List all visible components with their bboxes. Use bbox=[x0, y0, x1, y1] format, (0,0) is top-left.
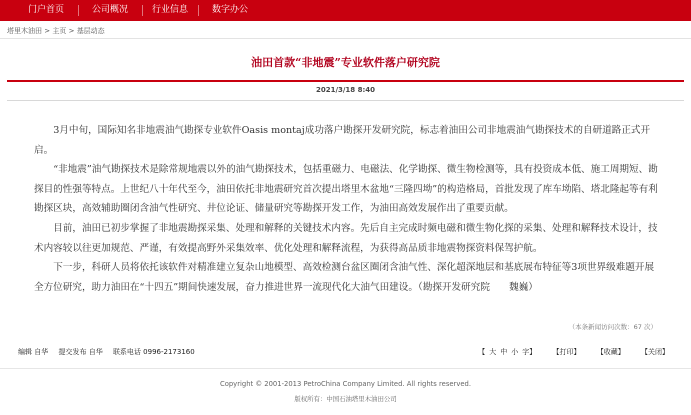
article-paragraph: 目前，油田已初步掌握了非地震勘探采集、处理和解释的关键技术内容。先后自主完成时频电磁和微生物化探的采集、处理和解释技术设计，技术内容较以往更加规范、严谨，有效提高野外采集效率、优化处理和解释流程，为获得高品质非地震物探资料保驾护航。 bbox=[34, 222, 658, 254]
article-paragraph: 下一步，科研人员将依托该软件对精准建立复杂山地模型、高效检测台盆区圈闭含油气性、深化超深地层和基底展布特征等3项世界级难题开展全方位研究，助力油田在“十四五”期间快速发展，奋力推进世界一流现代化大油气田建设。（勘探开发研究院 魏巍） bbox=[34, 262, 655, 293]
font-size-label: 字】 bbox=[522, 348, 537, 356]
font-size-open-bracket: 【 bbox=[478, 348, 486, 356]
footer-divider bbox=[0, 368, 691, 369]
breadcrumb-section[interactable]: 基层动态 bbox=[76, 27, 105, 35]
editor-name: 编辑 自华 bbox=[18, 348, 49, 356]
breadcrumb-divider bbox=[0, 38, 691, 39]
title-divider bbox=[7, 80, 684, 82]
contact-phone: 联系电话 0996-2173160 bbox=[112, 348, 195, 356]
article-paragraph: 3月中旬，国际知名非地震油气勘探专业软件Oasis montaj成功落户勘探开发研究院，标志着油田公司非地震油气勘探技术的自研道路正式开启。 bbox=[34, 125, 651, 156]
breadcrumb-separator: > bbox=[44, 27, 51, 35]
date-divider bbox=[7, 100, 684, 101]
font-size-controls bbox=[478, 347, 536, 357]
breadcrumb bbox=[7, 26, 105, 36]
close-button[interactable]: 【关闭】 bbox=[641, 348, 669, 356]
article-body bbox=[34, 121, 661, 297]
font-size-large-button[interactable]: 大 bbox=[489, 348, 497, 356]
article-tools bbox=[464, 347, 669, 357]
copyright-text: Copyright © 2001-2013 PetroChina Company Limited. All rights reserved. bbox=[219, 380, 472, 388]
nav-item-industry-info[interactable]: 行业信息 bbox=[151, 5, 188, 15]
breadcrumb-separator: > bbox=[68, 27, 75, 35]
article-paragraph: “非地震”油气勘探技术是除常规地震以外的油气勘探技术，包括重磁力、电磁法、化学勘探、微生物检测等，具有投资成本低、施工周期短、勘探目的性强等特点。上世纪八十年代至今，油田依托非地震研究首次提出塔里木盆地“三隆四坳”的构造格局，首批发现了库车坳陷、塔北隆起等有利勘探区块，高效辅助圈闭含油气性研究、井位论证、储量研究等勘探开发工作，为油田高效发展作出了重要贡献。 bbox=[34, 164, 658, 215]
article-date: 2021/3/18 8:40 bbox=[315, 86, 376, 94]
submitter-name: 提交发布 自华 bbox=[58, 348, 103, 356]
editor-info bbox=[18, 347, 203, 357]
visit-count: （本条新闻访问次数：67 次） bbox=[568, 323, 657, 331]
font-size-medium-button[interactable]: 中 bbox=[500, 348, 508, 356]
nav-item-digital-office[interactable]: 数字办公 bbox=[211, 5, 248, 15]
nav-item-home[interactable]: 门户首页 bbox=[27, 5, 64, 15]
owner-text: 版权所有：中国石油塔里木油田公司 bbox=[294, 395, 397, 403]
top-nav-bar bbox=[0, 0, 691, 21]
breadcrumb-site[interactable]: 塔里木油田 bbox=[7, 27, 42, 35]
article-title: 油田首款“非地震”专业软件落户研究院 bbox=[251, 56, 440, 69]
breadcrumb-home[interactable]: 主页 bbox=[52, 27, 67, 35]
favorite-button[interactable]: 【收藏】 bbox=[596, 348, 625, 356]
font-size-small-button[interactable]: 小 bbox=[511, 348, 519, 356]
print-button[interactable]: 【打印】 bbox=[552, 348, 581, 356]
nav-item-company-overview[interactable]: 公司概况 bbox=[91, 5, 128, 15]
